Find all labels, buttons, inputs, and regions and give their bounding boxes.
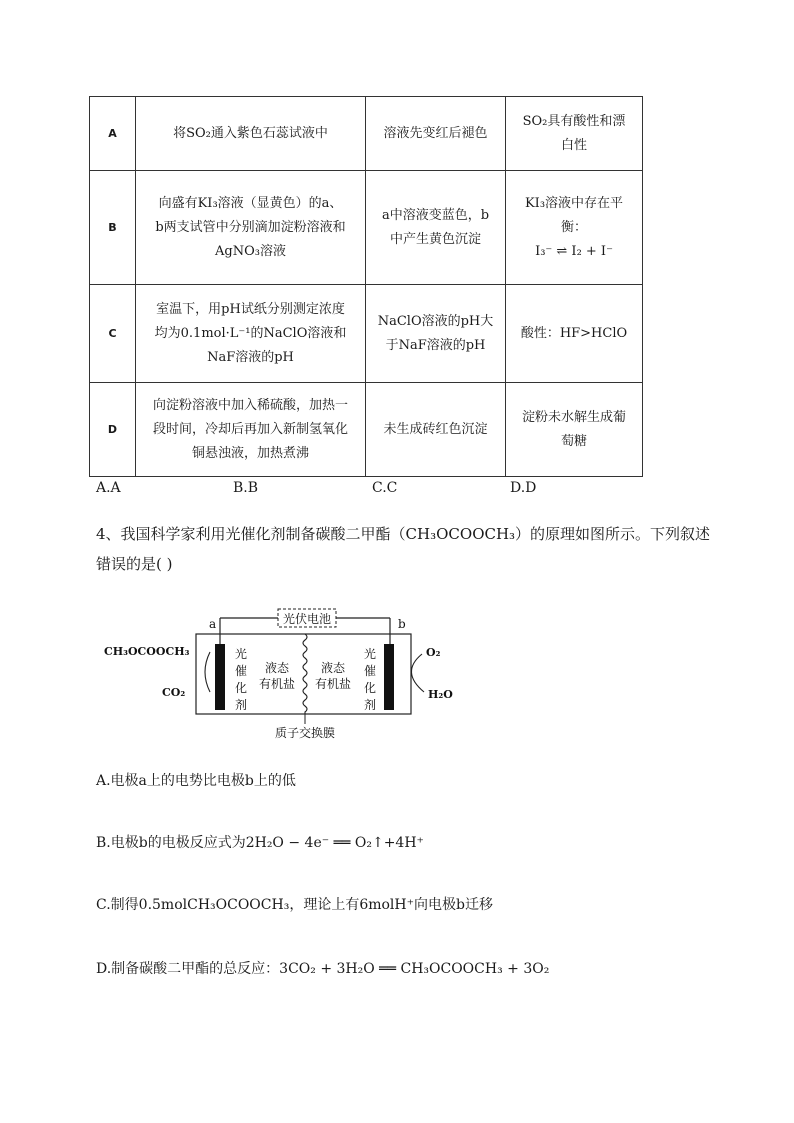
- operation-cell: [136, 285, 366, 383]
- battery-label: 光伏电池: [282, 612, 332, 626]
- conclusion-cell-line: 白性: [560, 137, 587, 153]
- conclusion-cell-line: 淀粉未水解生成葡: [521, 409, 626, 425]
- operation-cell-line: b两支试管中分别滴加淀粉溶液和: [155, 219, 346, 235]
- svg-text:光: 光: [364, 647, 377, 661]
- liquid-left-1: 液态: [264, 661, 290, 675]
- operation-cell-line: 均为0.1mol·L⁻¹的NaClO溶液和: [154, 325, 347, 341]
- operation-cell-line: 铜悬浊液，加热煮沸: [191, 445, 309, 461]
- table-row: [90, 285, 643, 383]
- svg-text:剂: 剂: [235, 698, 248, 712]
- left-product: CH₃OCOOCH₃: [104, 645, 190, 658]
- phenomenon-cell-line: 溶液先变红后褪色: [383, 125, 488, 141]
- phenomenon-cell-line: 中产生黄色沉淀: [389, 231, 481, 247]
- right-arc: [411, 654, 424, 692]
- row-label: A: [90, 97, 136, 171]
- phenomenon-cell: [366, 285, 506, 383]
- conclusion-cell-line: KI₃溶液中存在平: [524, 195, 624, 211]
- right-catalyst-label: [364, 646, 376, 712]
- svg-text:催: 催: [235, 664, 248, 678]
- svg-text:化: 化: [364, 681, 377, 695]
- question4-stem: 4、我国科学家利用光催化剂制备碳酸二甲酯（CH₃OCOOCH₃）的原理如图所示。下列叙述错误的是( ): [96, 525, 711, 573]
- svg-text:光: 光: [235, 647, 248, 661]
- table-row: [90, 171, 643, 285]
- conclusion-cell-line: SO₂具有酸性和漂: [522, 113, 626, 129]
- phenomenon-cell-line: NaClO溶液的pH大: [377, 313, 494, 329]
- membrane-label: 质子交换膜: [274, 726, 336, 740]
- conclusion-cell: [506, 97, 643, 171]
- conclusion-cell: [506, 285, 643, 383]
- electrode-b: [384, 644, 394, 710]
- option-a[interactable]: A.A: [96, 480, 121, 496]
- q4-option-b[interactable]: B.电极b的电极反应式为2H₂O − 4e⁻ ══ O₂↑+4H⁺: [96, 835, 424, 851]
- operation-cell-line: 向淀粉溶液中加入稀硫酸，加热一: [152, 397, 348, 413]
- conclusion-cell: [506, 171, 643, 285]
- electrolysis-diagram: [100, 600, 520, 740]
- electrode-a: [215, 644, 225, 710]
- phenomenon-cell: [366, 383, 506, 477]
- left-arc: [205, 652, 210, 692]
- conclusion-cell-line: 衡：: [560, 219, 587, 235]
- conclusion-cell-line: 酸性：HF>HClO: [520, 325, 628, 341]
- left-catalyst-label: [235, 646, 247, 712]
- phenomenon-cell: [366, 97, 506, 171]
- operation-cell-line: NaF溶液的pH: [207, 349, 294, 365]
- q4-option-c[interactable]: C.制得0.5molCH₃OCOOCH₃，理论上有6molH⁺向电极b迁移: [96, 897, 493, 913]
- proton-membrane: [303, 634, 307, 714]
- liquid-left-2: 有机盐: [258, 677, 296, 691]
- svg-text:催: 催: [364, 664, 377, 678]
- right-product: O₂: [426, 646, 441, 659]
- conclusion-cell-line: 萄糖: [560, 433, 587, 449]
- operation-cell: [136, 171, 366, 285]
- operation-cell-line: 向盛有KI₃溶液（显黄色）的a、: [158, 195, 343, 211]
- left-reactant: CO₂: [162, 686, 186, 699]
- liquid-right-1: 液态: [320, 661, 346, 675]
- row-label: D: [90, 383, 136, 477]
- svg-text:剂: 剂: [364, 698, 377, 712]
- operation-cell: [136, 383, 366, 477]
- q4-option-a[interactable]: A.电极a上的电势比电极b上的低: [96, 773, 296, 789]
- table-row: [90, 97, 643, 171]
- operation-cell: [136, 97, 366, 171]
- conclusion-cell-line: I₃⁻ ⇌ I₂ + I⁻: [535, 243, 613, 259]
- row-label: C: [90, 285, 136, 383]
- electrode-b-label: b: [398, 617, 406, 631]
- operation-cell-line: AgNO₃溶液: [215, 243, 286, 259]
- phenomenon-cell-line: 于NaF溶液的pH: [385, 337, 486, 353]
- row-label: B: [90, 171, 136, 285]
- liquid-right-2: 有机盐: [314, 677, 352, 691]
- option-c[interactable]: C.C: [372, 480, 398, 496]
- table-row: [90, 383, 643, 477]
- q4-option-d[interactable]: D.制备碳酸二甲酯的总反应：3CO₂ + 3H₂O ══ CH₃OCOOCH₃ + 3O₂: [96, 961, 550, 977]
- svg-text:化: 化: [235, 681, 248, 695]
- operation-cell-line: 段时间，冷却后再加入新制氢氧化: [152, 421, 348, 437]
- operation-cell-line: 将SO₂通入紫色石蕊试液中: [173, 125, 328, 141]
- phenomenon-cell-line: 未生成砖红色沉淀: [383, 421, 488, 437]
- operation-cell-line: 室温下，用pH试纸分别测定浓度: [156, 301, 345, 317]
- conclusion-cell: [506, 383, 643, 477]
- phenomenon-cell: [366, 171, 506, 285]
- option-b[interactable]: B.B: [233, 480, 259, 496]
- right-reactant: H₂O: [428, 688, 453, 701]
- phenomenon-cell-line: a中溶液变蓝色，b: [381, 207, 490, 223]
- option-d[interactable]: D.D: [510, 480, 537, 496]
- experiment-table: [89, 96, 643, 477]
- question3-options: [96, 480, 656, 500]
- electrode-a-label: a: [209, 617, 217, 631]
